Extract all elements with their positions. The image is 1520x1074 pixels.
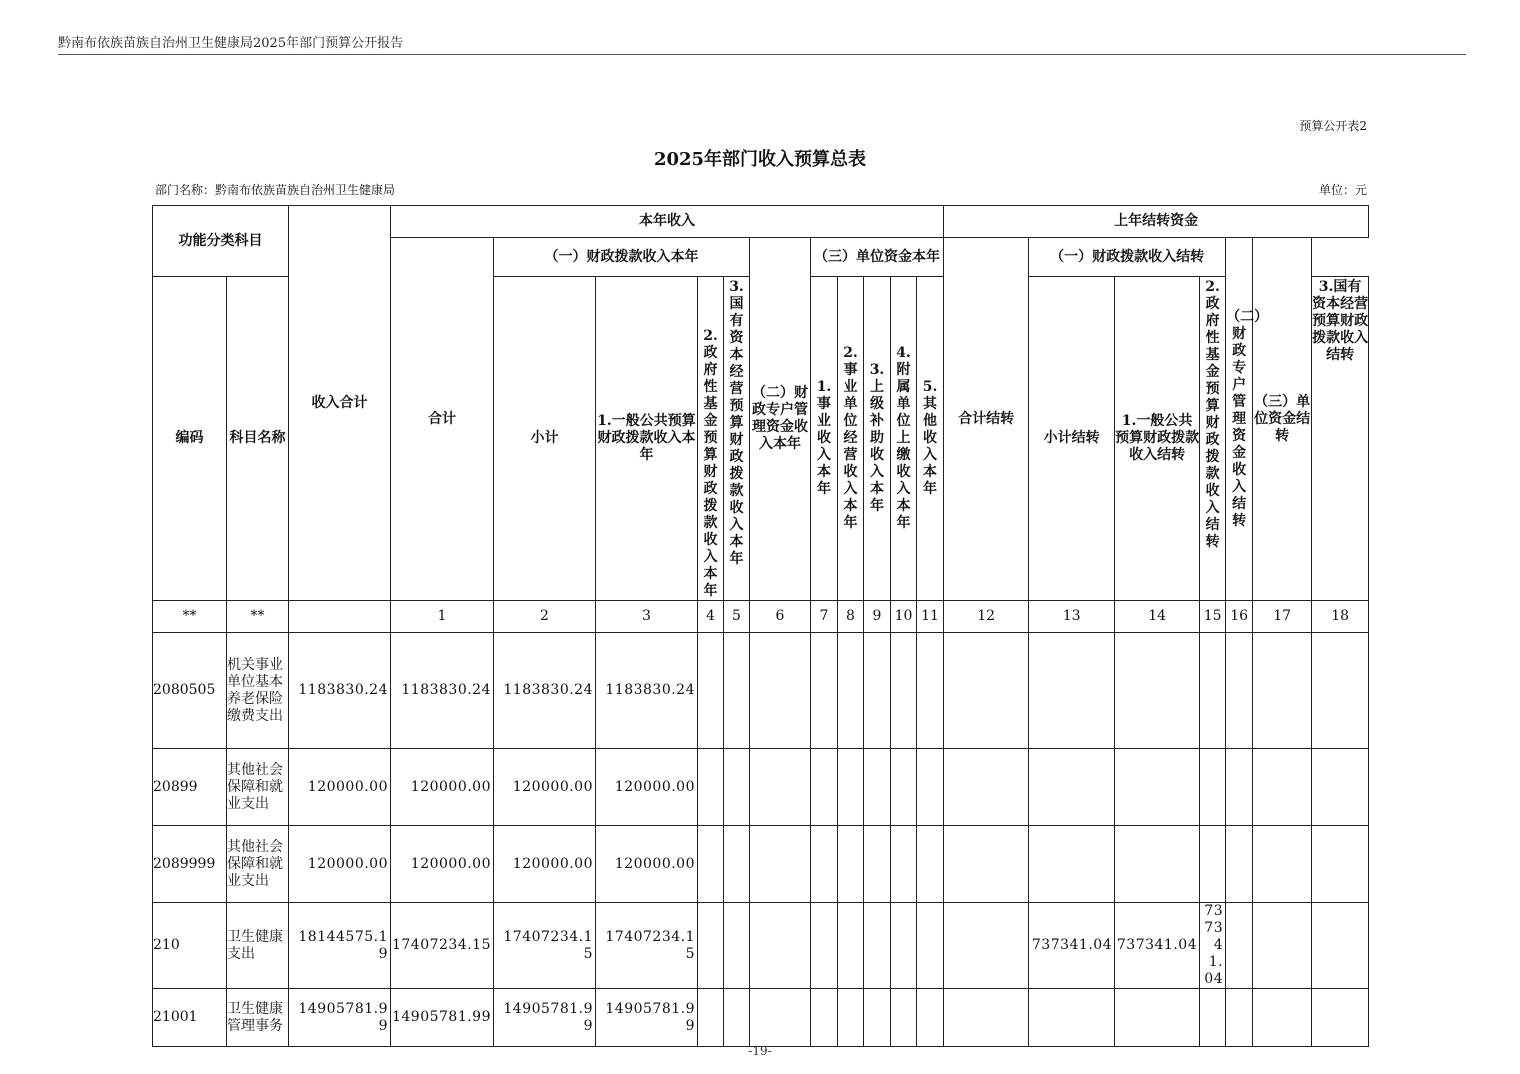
row-amount-cell — [917, 989, 944, 1047]
row-amount-cell: 120000.00 — [596, 826, 698, 903]
column-index-row — [153, 601, 1369, 633]
header-subtotal: 小计 — [494, 277, 596, 601]
page-number: -19- — [748, 1044, 772, 1058]
row-amount-cell: 737341.04 — [1115, 903, 1200, 989]
row-amount-cell: 120000.00 — [289, 826, 391, 903]
header-total: 合计 — [391, 238, 494, 601]
row-amount-cell — [1200, 989, 1226, 1047]
header-prior-year: 上年结转资金 — [944, 206, 1369, 238]
row-amount-cell: 737341.04 — [1029, 903, 1115, 989]
row-amount-cell: 1183830.24 — [391, 633, 494, 749]
header-current-year: 本年收入 — [391, 206, 944, 238]
table-row — [153, 826, 1369, 903]
column-index-cell: 10 — [891, 601, 917, 633]
column-index-cell: 2 — [494, 601, 596, 633]
row-amount-cell — [811, 903, 838, 989]
row-amount-cell: 120000.00 — [494, 826, 596, 903]
row-amount-cell — [1253, 749, 1312, 826]
row-amount-cell — [1253, 989, 1312, 1047]
header-fiscal-special-carryover: （二）财政专户管理资金收入结转 — [1226, 238, 1253, 601]
row-amount-cell — [1029, 989, 1115, 1047]
row-amount-cell — [1253, 903, 1312, 989]
row-amount-cell: 1183830.24 — [596, 633, 698, 749]
row-subject-name: 机关事业单位基本养老保险缴费支出 — [227, 633, 289, 749]
department-name: 部门名称：黔南布依族苗族自治州卫生健康局 — [155, 183, 396, 197]
row-amount-cell — [864, 749, 891, 826]
row-amount-cell: 120000.00 — [391, 826, 494, 903]
row-subject-name: 其他社会保障和就业支出 — [227, 749, 289, 826]
header-gov-fund: 2.政府性基金预算财政拨款收入本年 — [698, 277, 724, 601]
row-amount-cell — [724, 903, 750, 989]
row-amount-cell — [1115, 989, 1200, 1047]
row-amount-cell — [864, 989, 891, 1047]
row-amount-cell — [811, 749, 838, 826]
row-amount-cell — [1312, 826, 1369, 903]
row-amount-cell: 18144575.19 — [289, 903, 391, 989]
header-other-income: 5.其他收入本年 — [917, 277, 944, 601]
row-amount-cell — [724, 826, 750, 903]
row-amount-cell — [891, 903, 917, 989]
row-amount-cell: 737341.04 — [1200, 903, 1226, 989]
table-row — [153, 633, 1369, 749]
row-amount-cell — [1253, 633, 1312, 749]
row-amount-cell: 1183830.24 — [289, 633, 391, 749]
row-amount-cell — [917, 749, 944, 826]
currency-unit: 单位：元 — [1318, 183, 1367, 197]
column-index-cell: 11 — [917, 601, 944, 633]
row-amount-cell — [1226, 989, 1253, 1047]
column-index-cell: 7 — [811, 601, 838, 633]
row-code: 210 — [153, 903, 227, 989]
row-amount-cell — [1115, 633, 1200, 749]
header-total-carryover: 合计结转 — [944, 238, 1029, 601]
row-amount-cell — [1115, 749, 1200, 826]
row-amount-cell — [811, 989, 838, 1047]
header-divider — [58, 54, 1466, 55]
row-subject-name: 卫生健康管理事务 — [227, 989, 289, 1047]
row-amount-cell — [750, 749, 811, 826]
row-amount-cell: 14905781.99 — [289, 989, 391, 1047]
row-amount-cell — [944, 826, 1029, 903]
header-subject: 科目名称 — [227, 277, 289, 601]
column-index-cell — [289, 601, 391, 633]
header-business-income: 2.事业单位经营收入本年 — [838, 277, 864, 601]
header-affiliated-payment: 4.附属单位上缴收入本年 — [891, 277, 917, 601]
column-index-cell: 4 — [698, 601, 724, 633]
column-index-cell: 9 — [864, 601, 891, 633]
header-code: 编码 — [153, 277, 227, 601]
row-amount-cell — [944, 989, 1029, 1047]
row-amount-cell — [811, 826, 838, 903]
row-amount-cell — [1253, 826, 1312, 903]
row-amount-cell — [864, 903, 891, 989]
row-amount-cell — [750, 903, 811, 989]
header-gov-fund-carryover: 2.政府性基金预算财政拨款收入结转 — [1200, 277, 1226, 601]
row-amount-cell — [1029, 826, 1115, 903]
column-index-cell: 1 — [391, 601, 494, 633]
row-amount-cell — [698, 903, 724, 989]
table-row — [153, 749, 1369, 826]
row-subject-name: 其他社会保障和就业支出 — [227, 826, 289, 903]
row-amount-cell — [944, 749, 1029, 826]
row-amount-cell — [1312, 903, 1369, 989]
row-amount-cell — [1312, 633, 1369, 749]
row-amount-cell — [1226, 826, 1253, 903]
header-income-total: 收入合计 — [289, 206, 391, 601]
row-amount-cell — [724, 989, 750, 1047]
row-amount-cell — [1200, 749, 1226, 826]
row-amount-cell: 120000.00 — [391, 749, 494, 826]
row-amount-cell — [838, 633, 864, 749]
row-code: 2089999 — [153, 826, 227, 903]
header-unit-funds-group: （三）单位资金本年 — [811, 238, 944, 277]
header-fiscal-group: （一）财政拨款收入本年 — [494, 238, 750, 277]
header-unit-funds-carryover: （三）单位资金结转 — [1253, 238, 1312, 601]
row-amount-cell: 17407234.15 — [596, 903, 698, 989]
table-row — [153, 989, 1369, 1047]
header-general-public-carryover: 1.一般公共预算财政拨款收入结转 — [1115, 277, 1200, 601]
row-amount-cell: 14905781.99 — [596, 989, 698, 1047]
row-amount-cell — [891, 749, 917, 826]
row-amount-cell — [1029, 633, 1115, 749]
column-index-cell: 17 — [1253, 601, 1312, 633]
row-amount-cell — [891, 633, 917, 749]
row-amount-cell: 17407234.15 — [494, 903, 596, 989]
column-index-cell: 13 — [1029, 601, 1115, 633]
row-code: 21001 — [153, 989, 227, 1047]
row-amount-cell — [864, 633, 891, 749]
header-general-public: 1.一般公共预算财政拨款收入本年 — [596, 277, 698, 601]
row-amount-cell — [838, 989, 864, 1047]
column-index-cell: 14 — [1115, 601, 1200, 633]
row-amount-cell — [838, 903, 864, 989]
header-state-capital-carryover: 3.国有资本经营预算财政拨款收入结转 — [1312, 277, 1369, 601]
row-amount-cell — [1312, 749, 1369, 826]
header-subtotal-carryover: 小计结转 — [1029, 277, 1115, 601]
row-amount-cell — [944, 633, 1029, 749]
header-func-class: 功能分类科目 — [153, 206, 289, 277]
column-index-cell: 5 — [724, 601, 750, 633]
column-index-cell: ** — [153, 601, 227, 633]
header-fiscal-special: （二）财政专户管理资金收入本年 — [750, 238, 811, 601]
row-amount-cell — [698, 633, 724, 749]
row-amount-cell — [891, 989, 917, 1047]
row-amount-cell — [1226, 633, 1253, 749]
column-index-cell: 18 — [1312, 601, 1369, 633]
row-amount-cell — [864, 826, 891, 903]
row-amount-cell — [811, 633, 838, 749]
row-amount-cell — [1200, 826, 1226, 903]
row-amount-cell — [750, 633, 811, 749]
column-index-cell: 3 — [596, 601, 698, 633]
row-amount-cell — [1115, 826, 1200, 903]
row-amount-cell: 14905781.99 — [391, 989, 494, 1047]
column-index-cell: 16 — [1226, 601, 1253, 633]
row-amount-cell — [917, 633, 944, 749]
row-amount-cell: 120000.00 — [494, 749, 596, 826]
header-superior-subsidy: 3.上级补助收入本年 — [864, 277, 891, 601]
row-amount-cell — [944, 903, 1029, 989]
row-amount-cell — [724, 633, 750, 749]
row-amount-cell — [891, 826, 917, 903]
row-amount-cell — [1200, 633, 1226, 749]
header-prior-fiscal-group: （一）财政拨款收入结转 — [1029, 238, 1226, 277]
header-career-income: 1.事业收入本年 — [811, 277, 838, 601]
column-index-cell: 8 — [838, 601, 864, 633]
row-amount-cell — [1029, 749, 1115, 826]
row-amount-cell — [750, 989, 811, 1047]
row-amount-cell — [698, 749, 724, 826]
table-row — [153, 903, 1369, 989]
row-amount-cell — [917, 826, 944, 903]
row-code: 2080505 — [153, 633, 227, 749]
row-amount-cell — [917, 903, 944, 989]
row-amount-cell: 1183830.24 — [494, 633, 596, 749]
column-index-cell: ** — [227, 601, 289, 633]
row-amount-cell: 120000.00 — [596, 749, 698, 826]
row-amount-cell — [838, 826, 864, 903]
row-amount-cell — [1226, 903, 1253, 989]
row-amount-cell — [1226, 749, 1253, 826]
row-amount-cell — [698, 989, 724, 1047]
row-subject-name: 卫生健康支出 — [227, 903, 289, 989]
column-index-cell: 6 — [750, 601, 811, 633]
form-id: 预算公开表2 — [1299, 119, 1367, 133]
income-budget-table — [152, 205, 1369, 1047]
row-amount-cell — [698, 826, 724, 903]
row-amount-cell — [838, 749, 864, 826]
row-amount-cell — [750, 826, 811, 903]
row-amount-cell: 120000.00 — [289, 749, 391, 826]
row-amount-cell — [1312, 989, 1369, 1047]
document-header: 黔南布依族苗族自治州卫生健康局2025年部门预算公开报告 — [58, 36, 404, 51]
row-code: 20899 — [153, 749, 227, 826]
row-amount-cell — [724, 749, 750, 826]
column-index-cell: 12 — [944, 601, 1029, 633]
header-state-capital: 3.国有资本经营预算财政拨款收入本年 — [724, 277, 750, 601]
column-index-cell: 15 — [1200, 601, 1226, 633]
row-amount-cell: 17407234.15 — [391, 903, 494, 989]
page-title: 2025年部门收入预算总表 — [653, 149, 867, 170]
row-amount-cell: 14905781.99 — [494, 989, 596, 1047]
